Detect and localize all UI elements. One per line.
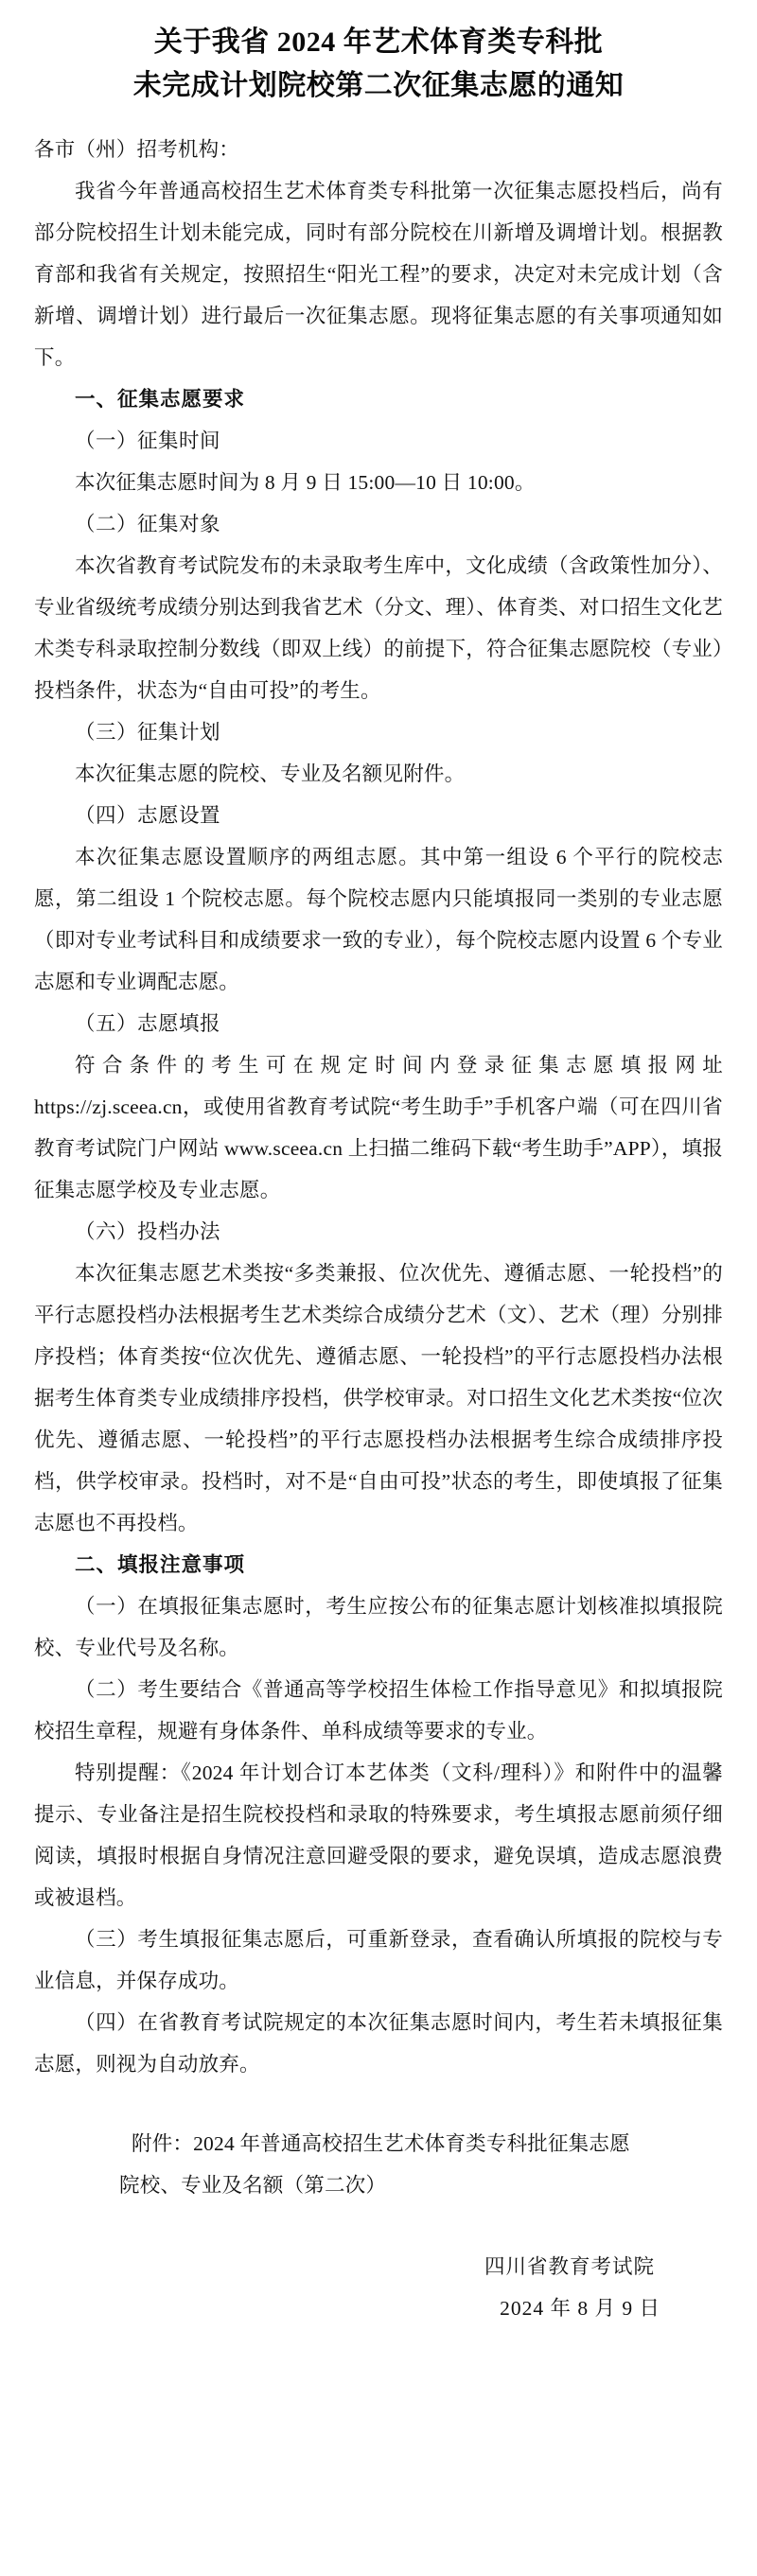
title-line-1: 关于我省 2024 年艺术体育类专科批 (153, 26, 604, 58)
attachment-line-1: 附件：2024 年普通高校招生艺术体育类专科批征集志愿 (132, 2132, 630, 2155)
bottom-spacer (34, 2329, 723, 2356)
attachment-line-2: 院校、专业及名额（第二次） (119, 2174, 387, 2197)
intro-paragraph: 我省今年普通高校招生艺术体育类专科批第一次征集志愿投档后，尚有部分院校招生计划未能完成，同时有部分院校在川新增及调增计划。根据教育部和我省有关规定，按照招生“阳光工程”的要求，决定对未完成计划（含新增、调增计划）进行最后一次征集志愿。现将征集志愿的有关事项通知如下。 (34, 180, 723, 369)
subsection-body-1-3: 本次征集志愿的院校、专业及名额见附件。 (75, 762, 466, 785)
special-reminder: 特别提醒：《2024 年计划合订本艺体类（文科/理科）》和附件中的温馨提示、专业备注是招生院校投档和录取的特殊要求，考生填报志愿前须仔细阅读，填报时根据自身情况注意回避受限的要求，避免误填，造成志愿浪费或被退档。 (34, 1761, 723, 1909)
subsection-body-1-5: 符合条件的考生可在规定时间内登录征集志愿填报网址 https://zj.sceea.cn，或使用省教育考试院“考生助手”手机客户端（可在四川省教育考试院门户网站 www.sceea.cn 上扫描二维码下载“考生助手”APP），填报征集志愿学校及专业志愿。 (34, 1054, 723, 1201)
document-body (0, 129, 757, 2356)
issuing-organization: 四川省教育考试院 (484, 2255, 655, 2278)
subsection-heading-1-1: （一）征集时间 (75, 429, 221, 452)
subsection-body-1-4: 本次征集志愿设置顺序的两组志愿。其中第一组设 6 个平行的院校志愿，第二组设 1 个院校志愿。每个院校志愿内只能填报同一类别的专业志愿（即对专业考试科目和成绩要求一致的专业），每个院校志愿内设置 6 个专业志愿和专业调配志愿。 (34, 846, 723, 993)
subsection-heading-1-3: （三）征集计划 (75, 721, 221, 744)
page-title (0, 0, 757, 108)
subsection-body-2-3: （三）考生填报征集志愿后，可重新登录，查看确认所填报的院校与专业信息，并保存成功。 (34, 1928, 723, 1992)
section-heading-1: 一、征集志愿要求 (75, 388, 246, 411)
title-line-2: 未完成计划院校第二次征集志愿的通知 (132, 70, 625, 101)
subsection-heading-1-6: （六）投档办法 (75, 1220, 221, 1243)
signature-block (34, 2246, 723, 2329)
subsection-body-1-6: 本次征集志愿艺术类按“多类兼报、位次优先、遵循志愿、一轮投档”的平行志愿投档办法根据考生艺术类综合成绩分艺术（文）、艺术（理）分别排序投档；体育类按“位次优先、遵循志愿、一轮投档”的平行志愿投档办法根据考生体育类专业成绩排序投档，供学校审录。对口招生文化艺术类按“位次优先、遵循志愿、一轮投档”的平行志愿投档办法根据考生综合成绩排序投档，供学校审录。投档时，对不是“自由可投”状态的考生，即使填报了征集志愿也不再投档。 (34, 1262, 723, 1534)
section-heading-2: 二、填报注意事项 (75, 1553, 246, 1576)
subsection-heading-1-5: （五）志愿填报 (75, 1012, 221, 1035)
subsection-body-2-1: （一）在填报征集志愿时，考生应按公布的征集志愿计划核准拟填报院校、专业代号及名称。 (34, 1595, 723, 1659)
subsection-body-2-2: （二）考生要结合《普通高等学校招生体检工作指导意见》和拟填报院校招生章程，规避有身体条件、单科成绩等要求的专业。 (34, 1678, 723, 1743)
salutation: 各市（州）招考机构： (34, 138, 240, 161)
subsection-heading-1-2: （二）征集对象 (75, 513, 221, 535)
subsection-heading-1-4: （四）志愿设置 (75, 804, 221, 827)
subsection-body-1-2: 本次省教育考试院发布的未录取考生库中，文化成绩（含政策性加分）、专业省级统考成绩分别达到我省艺术（分文、理）、体育类、对口招生文化艺术类专科录取控制分数线（即双上线）的前提下，符合征集志愿院校（专业）投档条件，状态为“自由可投”的考生。 (34, 554, 723, 702)
issue-date: 2024 年 8 月 9 日 (500, 2297, 660, 2320)
subsection-body-1-1: 本次征集志愿时间为 8 月 9 日 15:00—10 日 10:00。 (75, 471, 536, 494)
subsection-body-2-4: （四）在省教育考试院规定的本次征集志愿时间内，考生若未填报征集志愿，则视为自动放弃。 (34, 2011, 723, 2076)
